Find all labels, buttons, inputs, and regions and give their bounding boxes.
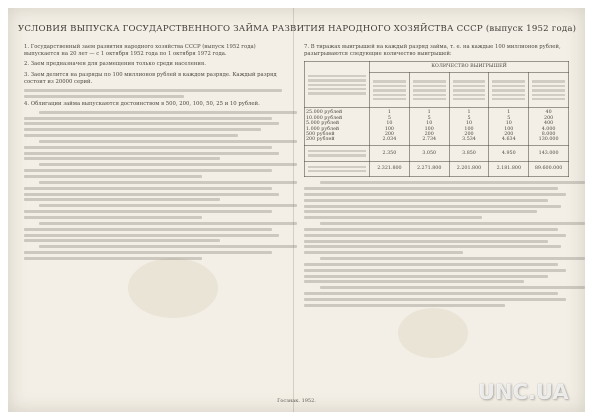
cell-value: 3.050 — [422, 150, 437, 156]
table-cell — [370, 161, 410, 177]
condition-paragraph — [24, 44, 282, 58]
illegible-text-line — [320, 222, 585, 225]
illegible-text-line — [304, 304, 505, 307]
illegible-text-line — [453, 80, 486, 82]
illegible-text-line — [532, 98, 565, 100]
cell-value: 200 — [384, 132, 394, 138]
illegible-text-line — [492, 80, 525, 82]
denomination-label: 500 рублей — [306, 132, 335, 138]
cell-value: 4.000 — [541, 126, 556, 132]
illegible-text-line — [304, 187, 558, 190]
table-subheader — [370, 73, 410, 108]
cell-value: 100 — [464, 126, 474, 132]
illegible-text-line — [24, 257, 202, 260]
illegible-text-line — [492, 98, 525, 100]
illegible-text-line — [24, 117, 272, 120]
cell-value: 10 — [426, 121, 433, 127]
cell-value: 40 — [545, 110, 552, 116]
cell-value: 200 — [464, 132, 474, 138]
cell-value: 10 — [505, 121, 512, 127]
illegible-text-line — [304, 292, 558, 295]
terms-right-paragraphs — [304, 181, 569, 306]
illegible-text-line — [24, 210, 272, 213]
cell-value: 200 — [504, 132, 514, 138]
illegible-text-line — [320, 181, 585, 184]
illegible-text-line — [308, 75, 366, 77]
cell-value: 1 — [467, 110, 471, 116]
illegible-text-line — [24, 95, 184, 98]
illegible-text-line — [24, 251, 272, 254]
illegible-text-line — [308, 92, 366, 94]
illegible-text-line — [320, 257, 585, 260]
illegible-text-line — [24, 152, 279, 155]
illegible-text-line — [373, 80, 406, 82]
table-cell — [529, 161, 569, 177]
cell-value: 5 — [467, 115, 471, 121]
table-header-group: КОЛИЧЕСТВО ВЫИГРЫШЕЙ — [370, 62, 569, 73]
paper-fold — [293, 8, 294, 412]
table-cell — [409, 161, 449, 177]
cell-value: 2.271.800 — [416, 166, 442, 172]
illegible-text-line — [24, 193, 279, 196]
illegible-text-line — [492, 85, 525, 87]
illegible-text-line — [24, 216, 202, 219]
illegible-text-line — [304, 298, 566, 301]
cell-value: 2.734 — [422, 137, 437, 143]
denomination-label: 200 рублей — [306, 137, 335, 143]
illegible-text-line — [24, 198, 220, 201]
condition-paragraph — [24, 140, 282, 160]
table-row — [305, 145, 569, 161]
table-cell — [449, 161, 489, 177]
illegible-text-line — [413, 98, 446, 100]
denomination-label: 25.000 рублей — [306, 110, 343, 116]
illegible-text-line — [24, 175, 202, 178]
illegible-text-line — [39, 111, 297, 114]
illegible-text-line — [39, 204, 297, 207]
table-row-label — [305, 145, 370, 161]
illegible-text-line — [304, 228, 558, 231]
table-cell — [489, 161, 529, 177]
table-subheader — [409, 73, 449, 108]
cell-value: 100 — [384, 126, 394, 132]
table-subheader — [529, 73, 569, 108]
winnings-intro — [304, 44, 569, 58]
cell-value: 143.000 — [538, 150, 559, 156]
illegible-text-line — [320, 286, 585, 289]
condition-paragraph — [24, 181, 282, 201]
illegible-text-line — [453, 85, 486, 87]
printer-imprint: Госзнак. 1952. — [277, 398, 316, 404]
illegible-text-line — [492, 89, 525, 91]
condition-paragraph — [304, 44, 569, 58]
denomination-label: 10.000 рублей — [306, 115, 343, 121]
illegible-text-line — [532, 94, 565, 96]
illegible-text-line — [304, 251, 463, 254]
illegible-text-line — [308, 88, 366, 90]
condition-paragraph — [24, 222, 282, 242]
illegible-text-line — [304, 234, 566, 237]
illegible-text-line — [39, 245, 297, 248]
table-cell — [489, 108, 529, 145]
illegible-text-line — [492, 94, 525, 96]
bond-back-sheet — [8, 8, 585, 412]
table-cell — [529, 108, 569, 145]
illegible-text-line — [308, 154, 366, 156]
cell-value: 100 — [424, 126, 434, 132]
condition-text: 7. В тиражах выигрышей на каждый разряд займа, т. е. на каждые 100 миллионов рублей, разыгрываются следующие количество выигрышей: — [304, 44, 561, 58]
winnings-table — [304, 61, 569, 177]
illegible-text-line — [304, 193, 566, 196]
table-cell — [449, 145, 489, 161]
illegible-text-line — [24, 157, 220, 160]
illegible-text-line — [24, 146, 272, 149]
condition-paragraph — [24, 111, 282, 137]
illegible-text-line — [373, 94, 406, 96]
illegible-text-line — [39, 163, 297, 166]
terms-left-column — [24, 44, 282, 263]
condition-paragraph — [304, 257, 569, 283]
condition-paragraph — [304, 286, 569, 306]
illegible-text-line — [24, 239, 220, 242]
cell-value: 8.000 — [541, 132, 556, 138]
condition-paragraph — [24, 101, 282, 108]
cell-value: 2.034 — [382, 137, 397, 143]
cell-value: 4.634 — [501, 137, 516, 143]
illegible-text-line — [304, 216, 482, 219]
cell-value: 2.321.800 — [377, 166, 402, 172]
illegible-text-line — [24, 134, 238, 137]
illegible-text-line — [24, 228, 272, 231]
illegible-text-line — [24, 234, 279, 237]
cell-value: 1 — [507, 110, 511, 116]
illegible-text-line — [24, 187, 272, 190]
illegible-text-line — [304, 205, 561, 208]
illegible-text-line — [308, 79, 366, 81]
paper-stain — [128, 258, 218, 318]
illegible-text-line — [24, 169, 272, 172]
cell-value: 5 — [427, 115, 431, 121]
cell-value: 1 — [387, 110, 391, 116]
table-cell — [449, 108, 489, 145]
condition-paragraph — [304, 222, 569, 254]
illegible-text-line — [39, 181, 297, 184]
cell-value: 4.950 — [501, 150, 516, 156]
illegible-text-line — [308, 170, 366, 172]
condition-paragraph — [24, 72, 282, 98]
condition-paragraph — [24, 245, 282, 260]
terms-right-column — [304, 44, 569, 310]
cell-value: 200 — [424, 132, 434, 138]
table-cell — [529, 145, 569, 161]
illegible-text-line — [304, 240, 548, 243]
condition-text: 1. Государственный заем развития народного хозяйства СССР (выпуск 1952 года) выпускается на 20 лет — с 1 октября 1952 года по 1 октября 1972 года. — [24, 44, 256, 58]
illegible-text-line — [532, 85, 565, 87]
cell-value: 200 — [544, 115, 554, 121]
table-row — [305, 161, 569, 177]
cell-value: 2.201.800 — [456, 166, 482, 172]
illegible-text-line — [304, 269, 566, 272]
cell-value: 5 — [507, 115, 511, 121]
table-cell — [370, 145, 410, 161]
illegible-text-line — [24, 128, 261, 131]
cell-value: 100 — [504, 126, 514, 132]
table-row — [305, 108, 569, 145]
illegible-text-line — [413, 85, 446, 87]
table-header-denomination — [305, 62, 370, 108]
denomination-label: 5.000 рублей — [306, 121, 340, 127]
illegible-text-line — [413, 80, 446, 82]
illegible-text-line — [308, 84, 366, 86]
illegible-text-line — [453, 98, 486, 100]
site-watermark: UNC.UA — [478, 380, 569, 404]
table-subheader — [489, 73, 529, 108]
denomination-label: 1.000 рублей — [306, 126, 340, 132]
illegible-text-line — [453, 94, 486, 96]
condition-paragraph — [304, 181, 569, 219]
illegible-text-line — [39, 222, 297, 225]
illegible-text-line — [304, 275, 548, 278]
cell-value: 1 — [427, 110, 431, 116]
table-subheader — [449, 73, 489, 108]
paper-stain — [398, 308, 468, 358]
table-cell — [409, 145, 449, 161]
condition-paragraph — [24, 61, 282, 68]
illegible-text-line — [308, 166, 366, 168]
cell-value: 3.534 — [462, 137, 476, 143]
cell-value: 3.850 — [462, 150, 476, 156]
document-title: УСЛОВИЯ ВЫПУСКА ГОСУДАРСТВЕННОГО ЗАЙМА РАЗВИТИЯ НАРОДНОГО ХОЗЯЙСТВА СССР (выпуск 1952 года) — [18, 24, 577, 34]
cell-value: 89.600.000 — [534, 166, 563, 172]
illegible-text-line — [532, 80, 565, 82]
illegible-text-line — [39, 140, 297, 143]
condition-text: 4. Облигации займа выпускаются достоинством в 500, 200, 100, 50, 25 и 10 рублей. — [24, 100, 260, 107]
cell-value: 2.350 — [382, 150, 397, 156]
table-cell — [409, 108, 449, 145]
illegible-text-line — [304, 210, 537, 213]
cell-value: 2.181.800 — [496, 166, 521, 172]
illegible-text-line — [308, 150, 366, 152]
illegible-text-line — [24, 89, 282, 92]
table-cell — [370, 108, 410, 145]
illegible-text-line — [373, 89, 406, 91]
illegible-text-line — [304, 199, 548, 202]
condition-text: 2. Заем предназначен для размещения только среди населения. — [24, 61, 206, 68]
cell-value: 10 — [465, 121, 473, 127]
illegible-text-line — [413, 89, 446, 91]
illegible-text-line — [453, 89, 486, 91]
condition-text: 3. Заем делится на разряды по 100 миллионов рублей в каждом разряде. Каждый разряд состоит из 20000 серий. — [24, 71, 277, 85]
condition-paragraph — [24, 163, 282, 178]
illegible-text-line — [373, 98, 406, 100]
condition-paragraph — [24, 204, 282, 219]
illegible-text-line — [532, 89, 565, 91]
illegible-text-line — [24, 122, 279, 125]
cell-value: 5 — [387, 115, 391, 121]
table-cell — [489, 145, 529, 161]
cell-value: 10 — [386, 121, 393, 127]
illegible-text-line — [304, 280, 524, 283]
cell-value: 130.000 — [538, 137, 559, 143]
illegible-text-line — [413, 94, 446, 96]
table-row-label — [305, 161, 370, 177]
table-row-label — [305, 108, 370, 145]
illegible-text-line — [304, 245, 561, 248]
cell-value: 400 — [544, 121, 554, 127]
illegible-text-line — [304, 263, 558, 266]
illegible-text-line — [373, 85, 406, 87]
